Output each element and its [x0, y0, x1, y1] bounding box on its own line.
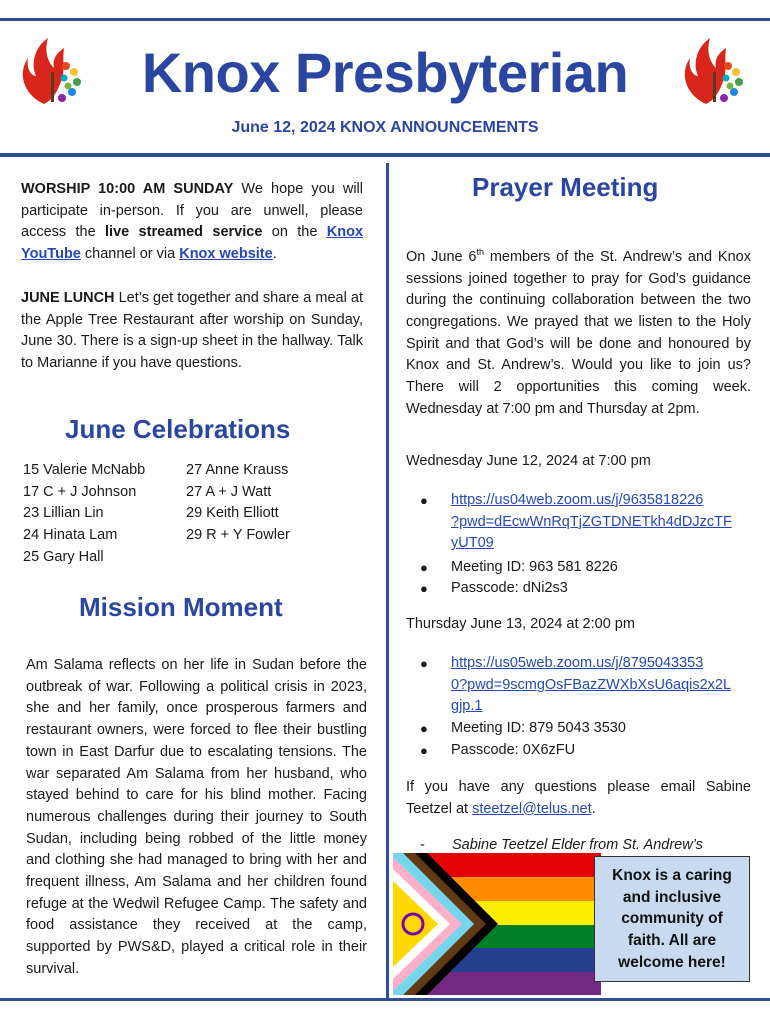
- welcome-card-line: community of: [621, 910, 723, 928]
- zoom-link-1[interactable]: https://us04web.zoom.us/j/9635818226: [451, 492, 704, 508]
- lunch-paragraph: [21, 288, 363, 375]
- church-logo-icon: [676, 32, 754, 112]
- celebration-item: 23 Lillian Lin: [23, 505, 104, 522]
- welcome-card-line: welcome here!: [618, 953, 726, 971]
- welcome-card-line: faith. All are: [627, 932, 717, 950]
- session2-date: Thursday June 13, 2024 at 2:00 pm: [406, 616, 635, 632]
- session1-date: Wednesday June 12, 2024 at 7:00 pm: [406, 453, 651, 469]
- zoom-link-2[interactable]: https://us05web.zoom.us/j/8795043353: [451, 655, 704, 671]
- header-bottom-rule: [0, 153, 770, 157]
- zoom-link-1[interactable]: yUT09: [451, 535, 494, 552]
- worship-text: .: [272, 246, 277, 263]
- bullet: ●: [420, 560, 428, 575]
- bullet: ●: [420, 581, 428, 596]
- signature-dash: -: [420, 837, 425, 853]
- zoom-link-2[interactable]: gjp.1: [451, 698, 483, 715]
- celebration-item: 29 R + Y Fowler: [186, 527, 290, 544]
- welcome-card-line: and inclusive: [622, 888, 722, 906]
- prayer-text: members of the St. Andrew’s and Knox sessions joined together to pray for God’s guidance during the continuing collaboration between the two congregations. We prayed that we listen to the Holy Spirit and that God’s will be done and honoured by Knox and St. Andrew’s. Would you like to join us? There will 2 opportunities this coming week. Wednesday at 7:00 pm and Thursday at 2pm.: [406, 248, 751, 417]
- worship-paragraph: [21, 179, 363, 266]
- column-divider: [386, 163, 389, 1001]
- bullet: ●: [420, 493, 428, 508]
- session2-passcode: Passcode: 0X6zFU: [451, 742, 576, 758]
- celebrations-list-1: [23, 460, 145, 569]
- celebration-item: 27 Anne Krauss: [186, 462, 289, 478]
- church-logo-icon: [14, 32, 92, 112]
- welcome-card: [594, 856, 750, 982]
- celebration-item: 17 C + J Johnson: [23, 483, 137, 500]
- contact-text: .: [591, 800, 596, 817]
- page-title: Knox Presbyterian: [141, 41, 629, 104]
- celebration-item: 15 Valerie McNabb: [23, 462, 146, 478]
- worship-heading: WORSHIP 10:00 AM SUNDAY: [21, 181, 234, 197]
- mission-heading: Mission Moment: [79, 592, 283, 622]
- lunch-heading: JUNE LUNCH: [21, 290, 115, 306]
- celebrations-list-2: [186, 460, 290, 547]
- session2-meeting-id: Meeting ID: 879 5043 3530: [451, 720, 626, 736]
- celebration-item: 27 A + J Watt: [186, 483, 272, 500]
- zoom-link-1[interactable]: ?pwd=dEcwWnRqTjZGTDNETkh4dDJzcTF: [451, 513, 732, 530]
- prayer-heading: Prayer Meeting: [472, 172, 659, 202]
- zoom-link-2[interactable]: 0?pwd=9scmgOsFBazZWXbXsU6aqis2x2L: [451, 676, 732, 693]
- worship-text: on the: [262, 224, 327, 241]
- bullet: ●: [420, 656, 428, 671]
- worship-text: channel or via: [80, 246, 180, 263]
- mission-paragraph: Am Salama reflects on her life in Sudan before the outbreak of war. Following a political crisis in 2023, she and her family, once prosperous farmers and restaurant owners, were forced to flee their bustling town in East Darfur due to escalating tensions. The war separated Am Salama from her husband, who stayed behind to care for his blind mother. Facing numerous challenges during their journey to South Sudan, including being robbed of the little money and clothing she had managed to bring with her and frequent illness, Am Salama and her children found refuge at the Wedwil Refugee Camp. The safety and food assistance they received at the camp, supported by PWS&D, played a critical role in their survival.: [26, 657, 367, 977]
- lunch-text: Let’s get together and share a meal at the Apple Tree Restaurant after worship on Sunday, June 30. There is a sign-up sheet in the hallway. Talk to Marianne if you have questions.: [21, 290, 363, 372]
- contact-text: If you have any questions please email Sabine Teetzel at: [406, 779, 751, 817]
- session1-passcode: Passcode: dNi2s3: [451, 580, 568, 596]
- prayer-sup: th: [476, 247, 485, 257]
- celebration-item: 25 Gary Hall: [23, 548, 104, 565]
- footer-rule: [0, 998, 770, 1001]
- celebrations-heading: June Celebrations: [65, 414, 291, 444]
- session1-meeting-id: Meeting ID: 963 581 8226: [451, 559, 618, 575]
- email-link[interactable]: steetzel@telus.net: [472, 800, 592, 817]
- worship-bold: live streamed service: [105, 224, 263, 241]
- top-rule: [0, 18, 770, 21]
- welcome-card-line: Knox is a caring: [612, 867, 732, 884]
- prayer-text: On June 6: [406, 248, 477, 265]
- bullet: ●: [420, 721, 428, 736]
- bullet: ●: [420, 743, 428, 758]
- knox-youtube-link[interactable]: Knox YouTube: [21, 224, 364, 263]
- celebration-item: 29 Keith Elliott: [186, 505, 279, 522]
- contact-paragraph: [406, 777, 751, 820]
- prayer-paragraph: [406, 242, 751, 420]
- pride-flag-image: [393, 853, 601, 995]
- knox-website-link[interactable]: Knox website: [179, 246, 273, 263]
- celebration-item: 24 Hinata Lam: [23, 527, 118, 544]
- page-subtitle: June 12, 2024 KNOX ANNOUNCEMENTS: [231, 119, 539, 136]
- worship-text: We hope you will participate in-person. If you are unwell, please access the: [21, 181, 363, 241]
- signature: Sabine Teetzel Elder from St. Andrew’s: [452, 837, 703, 853]
